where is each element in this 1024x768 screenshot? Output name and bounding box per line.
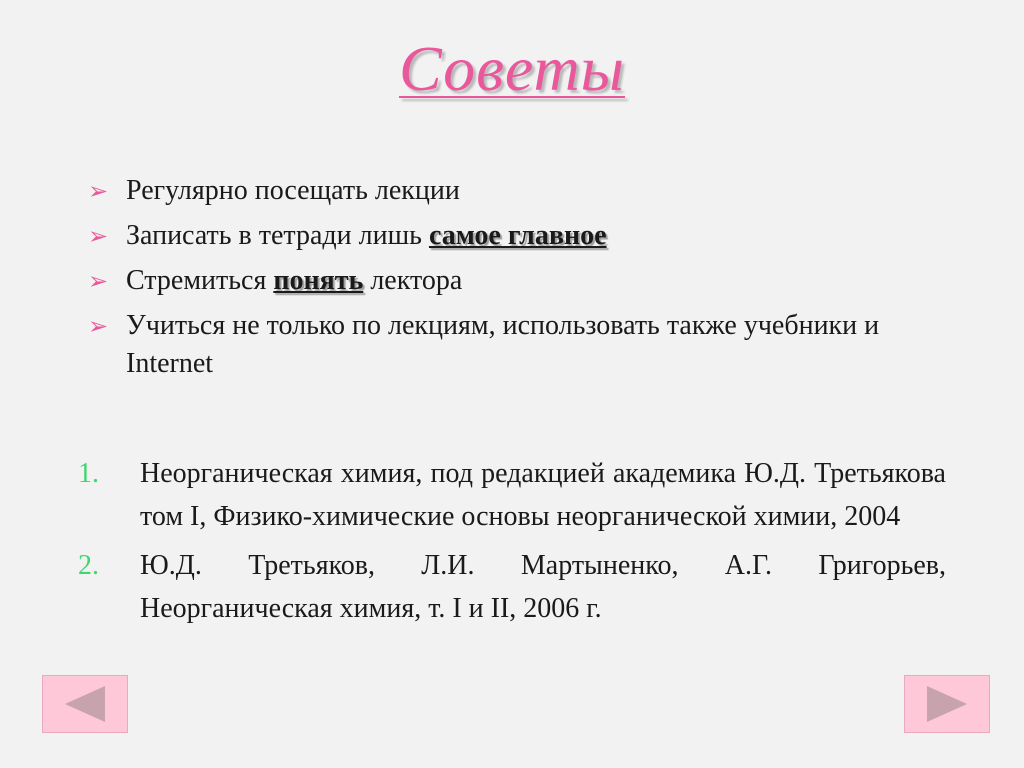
reference-text: Неорганическая химия, под редакцией академика Ю.Д. Третьякова том I, Физико-химические основы неорганической химии, 2004	[140, 458, 946, 532]
tip-highlight: понять	[273, 265, 364, 296]
tip-highlight: самое главное	[428, 220, 607, 251]
arrow-bullet-icon: ➢	[88, 267, 109, 295]
reference-text: Ю.Д. Третьяков, Л.И. Мартыненко, А.Г. Григорьев, Неорганическая химия, т. I и II, 2006 г.	[140, 550, 946, 624]
arrow-bullet-icon: ➢	[88, 177, 109, 205]
tip-text: Учиться не только по лекциям, использовать также учебники и Internet	[126, 310, 880, 379]
tip-item	[88, 217, 948, 255]
slide-title: Советы	[398, 33, 626, 104]
tip-text: Стремиться	[126, 265, 274, 296]
tip-item	[88, 172, 948, 210]
reference-item	[70, 544, 946, 630]
reference-number: 1.	[78, 458, 99, 489]
tip-item	[88, 262, 948, 300]
tip-item	[88, 307, 948, 383]
next-slide-button[interactable]	[904, 675, 990, 733]
reference-number: 2.	[78, 550, 99, 581]
triangle-right-icon	[905, 676, 989, 732]
arrow-bullet-icon: ➢	[88, 312, 109, 340]
references-list	[70, 452, 946, 636]
tip-text-after: лектора	[363, 265, 463, 296]
tips-list	[88, 172, 948, 390]
reference-item	[70, 452, 946, 538]
arrow-bullet-icon: ➢	[88, 222, 109, 250]
tip-text: Регулярно посещать лекции	[126, 175, 460, 206]
triangle-left-icon	[43, 676, 127, 732]
tip-text: Записать в тетради лишь	[126, 220, 429, 251]
previous-slide-button[interactable]	[42, 675, 128, 733]
